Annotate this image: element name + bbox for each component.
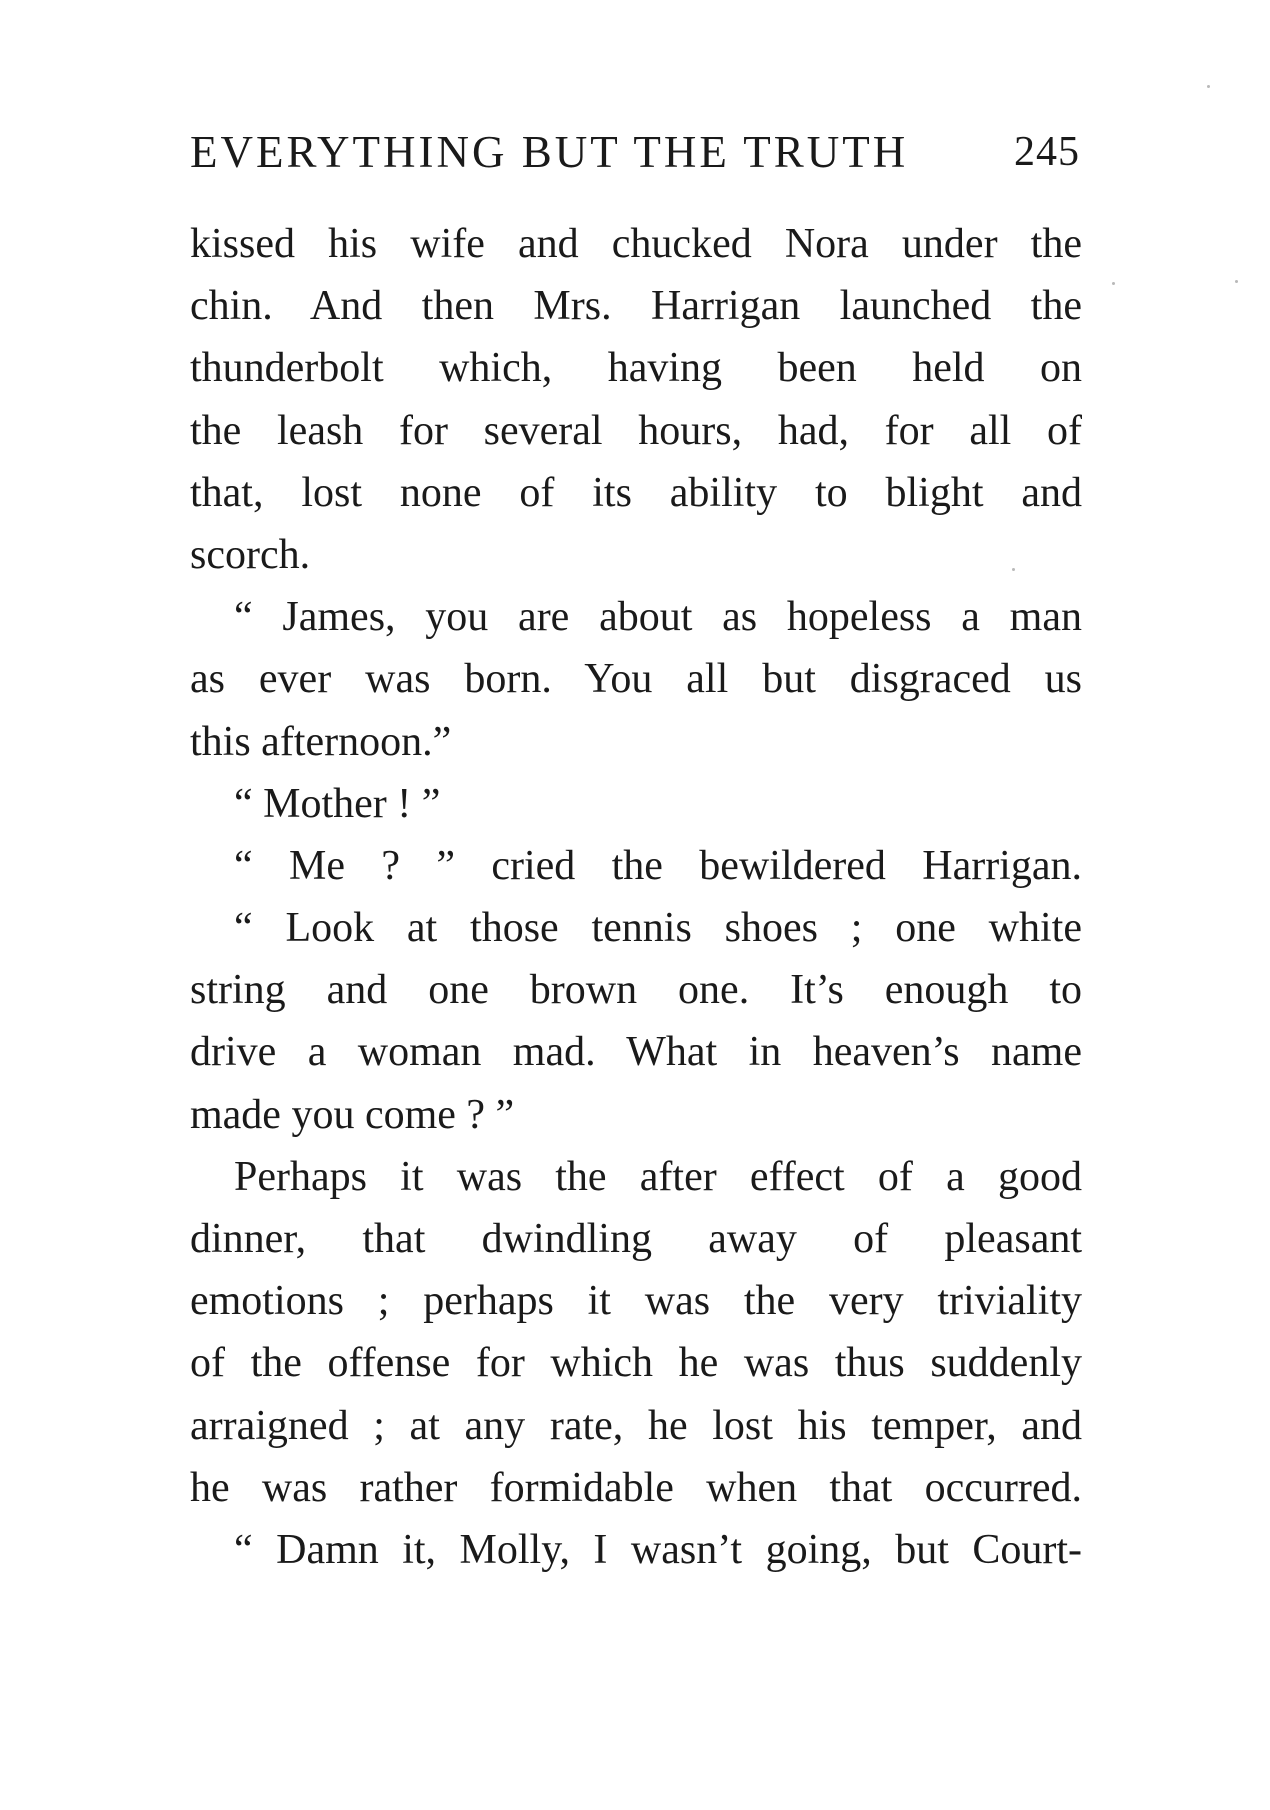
running-title: EVERYTHING BUT THE TRUTH (190, 127, 909, 177)
text-line: drive a woman mad. What in heaven’s name (190, 1029, 1082, 1076)
text-line: this afternoon.” (190, 718, 452, 765)
text-line: the leash for several hours, had, for all of (190, 407, 1082, 454)
text-line: “ Mother ! ” (234, 780, 441, 827)
text-line: thunderbolt which, having been held on (190, 345, 1082, 392)
text-line: “ Me ? ” cried the bewildered Harrigan. (234, 842, 1082, 889)
text-line: dinner, that dwindling away of pleasant (190, 1216, 1082, 1262)
text-line: of the offense for which he was thus suddenly (190, 1340, 1082, 1387)
text-line: he was rather formidable when that occurred. (190, 1464, 1082, 1511)
text-line: “ Look at those tennis shoes ; one white (234, 905, 1082, 952)
paper-speck (1207, 85, 1210, 88)
body-text (190, 213, 1082, 1581)
text-line: made you come ? ” (190, 1091, 515, 1138)
paper-speck (1112, 282, 1115, 285)
page-number: 245 (1014, 129, 1080, 175)
text-line: arraigned ; at any rate, he lost his temper, and (190, 1402, 1082, 1449)
text-line: that, lost none of its ability to blight and (190, 469, 1082, 516)
paper-speck (1012, 568, 1015, 571)
text-line: Perhaps it was the after effect of a good (234, 1153, 1082, 1200)
text-line: chin. And then Mrs. Harrigan launched the (190, 283, 1082, 330)
running-head (190, 122, 1080, 182)
text-line: “ Damn it, Molly, I wasn’t going, but Court- (234, 1526, 1082, 1573)
text-line: string and one brown one. It’s enough to (190, 967, 1082, 1014)
paper-speck (1235, 280, 1238, 283)
text-line: “ James, you are about as hopeless a man (234, 594, 1082, 641)
text-line: kissed his wife and chucked Nora under the (190, 221, 1082, 267)
text-line: emotions ; perhaps it was the very triviality (190, 1278, 1082, 1325)
text-line: scorch. (190, 531, 311, 578)
text-line: as ever was born. You all but disgraced us (190, 656, 1082, 703)
